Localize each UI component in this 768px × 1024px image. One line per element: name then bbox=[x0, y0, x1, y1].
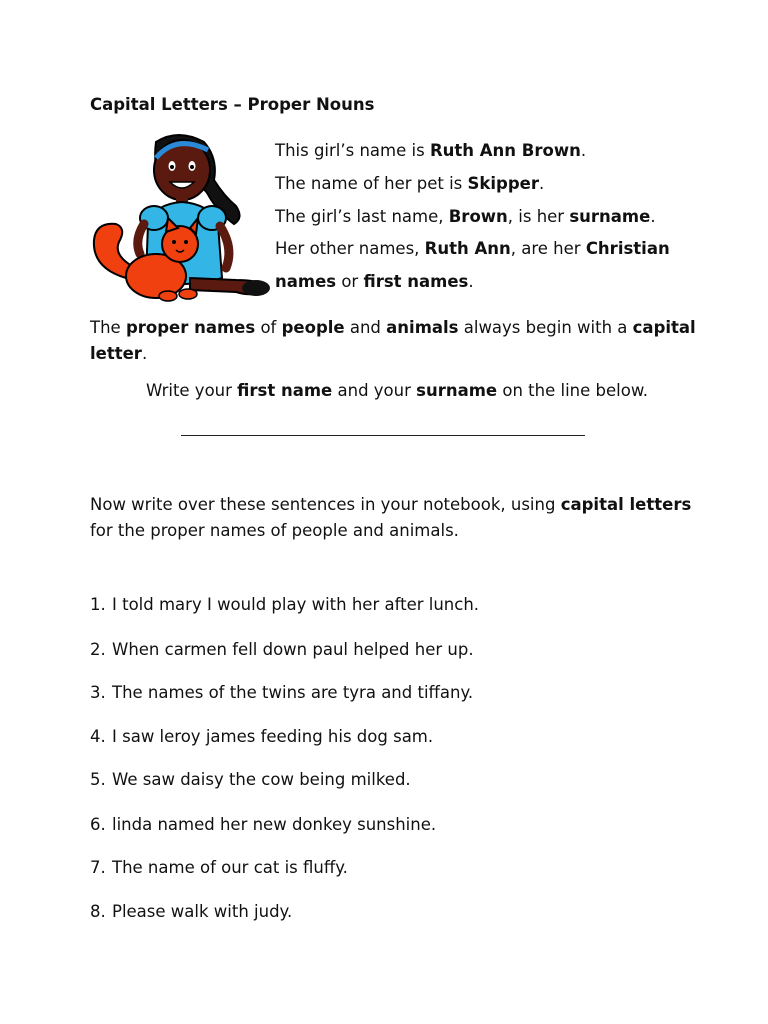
text-run: . bbox=[141, 344, 148, 363]
sentence-item bbox=[90, 858, 348, 877]
sentence-text: Please walk with judy. bbox=[112, 902, 293, 921]
text-run: of bbox=[255, 318, 282, 337]
sentence-text: The names of the twins are tyra and tiffany. bbox=[112, 683, 474, 702]
text-run: Now write over these sentences in your notebook, using bbox=[90, 495, 561, 514]
sentence-text: linda named her new donkey sunshine. bbox=[112, 815, 437, 834]
bold-text: first name bbox=[237, 381, 333, 400]
intro-line bbox=[275, 207, 656, 226]
intro-line bbox=[275, 141, 586, 160]
bold-text: proper names bbox=[125, 318, 256, 337]
girl-with-cat-illustration bbox=[86, 128, 272, 308]
bold-text: animals bbox=[386, 318, 459, 337]
sentence-number: 7. bbox=[90, 858, 106, 877]
name-instruction bbox=[146, 381, 648, 400]
bold-text: Brown bbox=[448, 207, 508, 226]
bold-text: surname bbox=[569, 207, 651, 226]
text-run: . bbox=[580, 141, 587, 160]
rule-line bbox=[90, 318, 696, 337]
text-run: and your bbox=[332, 381, 417, 400]
bold-text: first names bbox=[363, 272, 469, 291]
bold-text: surname bbox=[416, 381, 498, 400]
intro-line bbox=[275, 174, 544, 193]
sentence-number: 4. bbox=[90, 727, 106, 746]
sentence-text: The name of our cat is fluffy. bbox=[112, 858, 348, 877]
sentence-item bbox=[90, 683, 473, 702]
text-run: always begin with a bbox=[458, 318, 633, 337]
bold-text: Ruth Ann bbox=[424, 239, 511, 258]
text-run: Her other names, bbox=[275, 239, 425, 258]
sentence-item bbox=[90, 727, 433, 746]
sentence-text: We saw daisy the cow being milked. bbox=[112, 770, 411, 789]
text-run: or bbox=[336, 272, 364, 291]
bold-text: Skipper bbox=[467, 174, 539, 193]
sentence-item bbox=[90, 770, 411, 789]
sentence-number: 8. bbox=[90, 902, 106, 921]
intro-line bbox=[275, 272, 474, 291]
sentence-text: When carmen fell down paul helped her up. bbox=[112, 640, 474, 659]
sentence-number: 1. bbox=[90, 595, 106, 614]
sentence-number: 2. bbox=[90, 640, 106, 659]
sentence-item bbox=[90, 815, 436, 834]
bold-text: Christian bbox=[585, 239, 670, 258]
sentence-item bbox=[90, 902, 292, 921]
sentence-text: I saw leroy james feeding his dog sam. bbox=[112, 727, 434, 746]
text-run: . bbox=[539, 174, 545, 193]
bold-text: capital letters bbox=[560, 495, 692, 514]
text-run: Write your bbox=[146, 381, 238, 400]
page-title: Capital Letters – Proper Nouns bbox=[90, 95, 375, 114]
text-run: The name of her pet is bbox=[275, 174, 468, 193]
sentence-item bbox=[90, 595, 479, 614]
sentence-number: 5. bbox=[90, 770, 106, 789]
bold-text: Ruth Ann Brown bbox=[429, 141, 581, 160]
text-run: for the proper names of people and animals. bbox=[90, 521, 459, 540]
text-run: and bbox=[344, 318, 387, 337]
sentence-number: 3. bbox=[90, 683, 106, 702]
text-run: . bbox=[468, 272, 474, 291]
text-run: , is her bbox=[507, 207, 570, 226]
intro-line bbox=[275, 239, 670, 258]
text-run: , are her bbox=[510, 239, 586, 258]
bold-text: capital bbox=[632, 318, 696, 337]
bold-text: letter bbox=[90, 344, 142, 363]
text-run: . bbox=[650, 207, 656, 226]
sentence-item bbox=[90, 640, 474, 659]
bold-text: people bbox=[281, 318, 345, 337]
sentence-text: I told mary I would play with her after lunch. bbox=[112, 595, 480, 614]
sentence-number: 6. bbox=[90, 815, 106, 834]
answer-line[interactable] bbox=[181, 435, 585, 436]
rule-line bbox=[90, 344, 147, 363]
text-run: This girl’s name is bbox=[275, 141, 430, 160]
text-run: on the line below. bbox=[497, 381, 649, 400]
task-instruction bbox=[90, 495, 691, 514]
task-instruction bbox=[90, 521, 459, 540]
bold-text: names bbox=[275, 272, 337, 291]
text-run: The bbox=[90, 318, 126, 337]
text-run: The girl’s last name, bbox=[275, 207, 449, 226]
